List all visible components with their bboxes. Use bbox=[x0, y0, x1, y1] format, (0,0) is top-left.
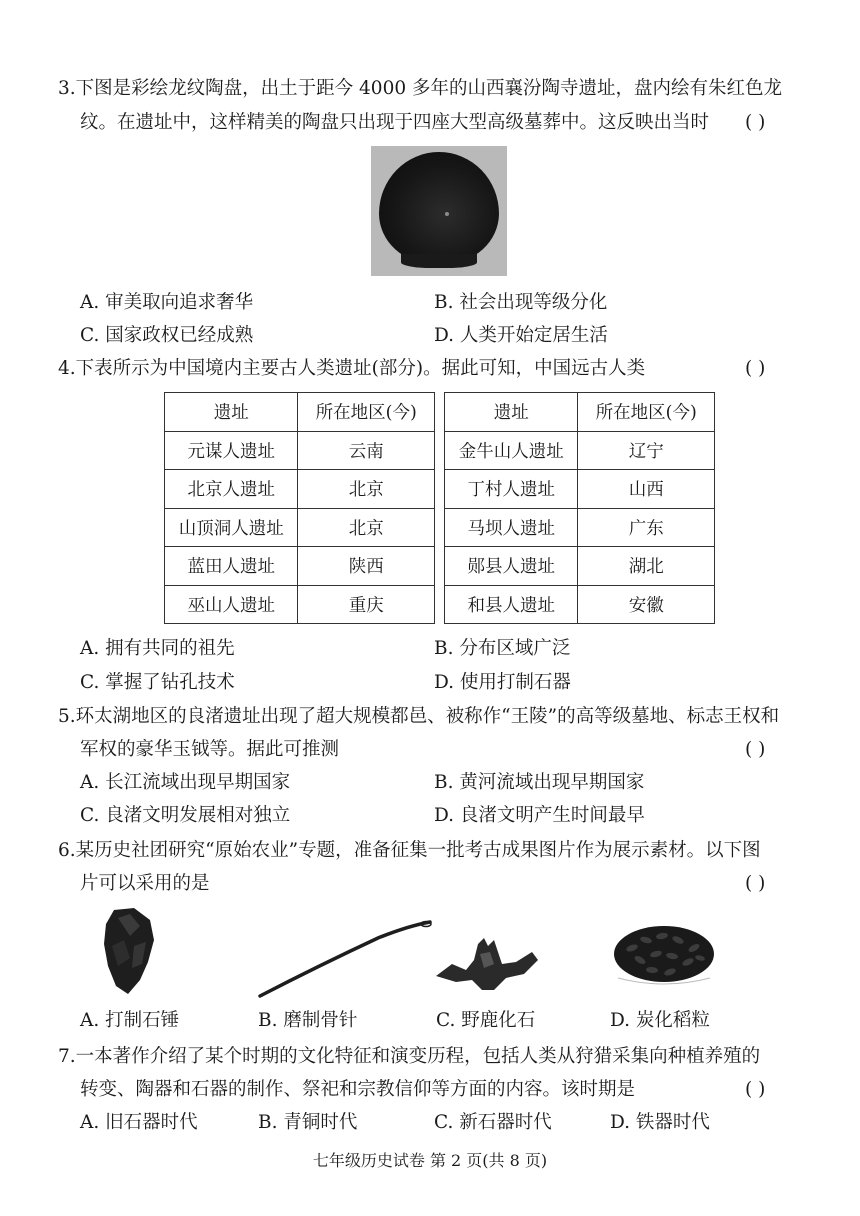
region-cell: 山西 bbox=[578, 470, 715, 509]
header-region: 所在地区(今) bbox=[298, 393, 435, 432]
region-cell: 湖北 bbox=[578, 547, 715, 586]
q7-option-a: A. 旧石器时代 bbox=[80, 1112, 198, 1133]
plate-base-shape bbox=[401, 254, 477, 268]
q4-option-d: D. 使用打制石器 bbox=[434, 672, 571, 693]
painted-dragon-plate-photo bbox=[371, 146, 507, 276]
q6-answer-paren: ( ) bbox=[745, 873, 766, 894]
q5-option-b: B. 黄河流域出现早期国家 bbox=[434, 772, 645, 793]
q3-stem-line1: 3.下图是彩绘龙纹陶盘，出土于距今 4000 多年的山西襄汾陶寺遗址，盘内绘有朱红色龙 bbox=[58, 78, 782, 99]
q5-stem-line1: 5.环太湖地区的良渚遗址出现了超大规模都邑、被称作“王陵”的高等级墓地、标志王权和 bbox=[58, 706, 780, 727]
q3-answer-paren: ( ) bbox=[745, 112, 766, 133]
carbonized-rice-image bbox=[612, 918, 716, 986]
plate-bowl-shape bbox=[379, 152, 499, 264]
q4-option-a: A. 拥有共同的祖先 bbox=[80, 638, 235, 659]
q7-answer-paren: ( ) bbox=[745, 1079, 766, 1100]
table-row bbox=[445, 547, 715, 586]
table-row bbox=[165, 470, 435, 509]
deer-fossil-image bbox=[432, 934, 542, 994]
q6-option-c: C. 野鹿化石 bbox=[436, 1010, 536, 1031]
site-cell: 郧县人遗址 bbox=[445, 547, 578, 586]
site-cell: 马坝人遗址 bbox=[445, 508, 578, 547]
table-row bbox=[445, 508, 715, 547]
q5-option-c: C. 良渚文明发展相对独立 bbox=[80, 805, 291, 826]
site-cell: 金牛山人遗址 bbox=[445, 431, 578, 470]
site-cell: 元谋人遗址 bbox=[165, 431, 298, 470]
region-cell: 北京 bbox=[298, 470, 435, 509]
q7-option-d: D. 铁器时代 bbox=[610, 1112, 710, 1133]
stone-hammer-image bbox=[100, 906, 156, 996]
q7-option-c: C. 新石器时代 bbox=[434, 1112, 552, 1133]
plate-highlight bbox=[445, 212, 449, 216]
region-cell: 陕西 bbox=[298, 547, 435, 586]
q5-stem-line2: 军权的豪华玉钺等。据此可推测 bbox=[80, 739, 340, 760]
q3-stem-line2: 纹。在遗址中，这样精美的陶盘只出现于四座大型高级墓葬中。这反映出当时 bbox=[80, 112, 710, 133]
q3-option-a: A. 审美取向追求奢华 bbox=[80, 292, 254, 313]
region-cell: 北京 bbox=[298, 508, 435, 547]
table-header-row bbox=[165, 393, 435, 432]
sites-table-left bbox=[164, 392, 435, 624]
table-row bbox=[165, 431, 435, 470]
q6-option-a: A. 打制石锤 bbox=[80, 1010, 180, 1031]
sites-table-right bbox=[444, 392, 715, 624]
site-cell: 蓝田人遗址 bbox=[165, 547, 298, 586]
header-site: 遗址 bbox=[165, 393, 298, 432]
table-row bbox=[165, 508, 435, 547]
table-header-row bbox=[445, 393, 715, 432]
header-region: 所在地区(今) bbox=[578, 393, 715, 432]
q3-option-b: B. 社会出现等级分化 bbox=[434, 292, 608, 313]
site-cell: 巫山人遗址 bbox=[165, 585, 298, 624]
q5-answer-paren: ( ) bbox=[745, 739, 766, 760]
region-cell: 辽宁 bbox=[578, 431, 715, 470]
region-cell: 云南 bbox=[298, 431, 435, 470]
region-cell: 广东 bbox=[578, 508, 715, 547]
table-row bbox=[445, 431, 715, 470]
header-site: 遗址 bbox=[445, 393, 578, 432]
q7-stem-line1: 7.一本著作介绍了某个时期的文化特征和演变历程，包括人类从狩猎采集向种植养殖的 bbox=[58, 1046, 761, 1067]
q4-stem-line1: 4.下表所示为中国境内主要古人类遗址(部分)。据此可知，中国远古人类 bbox=[58, 358, 646, 379]
q5-option-a: A. 长江流域出现早期国家 bbox=[80, 772, 291, 793]
site-cell: 北京人遗址 bbox=[165, 470, 298, 509]
q6-stem-line2: 片可以采用的是 bbox=[80, 873, 210, 894]
q4-option-b: B. 分布区域广泛 bbox=[434, 638, 571, 659]
q5-option-d: D. 良渚文明产生时间最早 bbox=[434, 805, 645, 826]
q3-option-c: C. 国家政权已经成熟 bbox=[80, 325, 254, 346]
ancient-sites-table bbox=[164, 392, 716, 625]
region-cell: 安徽 bbox=[578, 585, 715, 624]
q6-stem-line1: 6.某历史社团研究“原始农业”专题，准备征集一批考古成果图片作为展示素材。以下图 bbox=[58, 840, 761, 861]
q4-answer-paren: ( ) bbox=[745, 358, 766, 379]
table-row bbox=[165, 547, 435, 586]
table-row bbox=[445, 585, 715, 624]
q4-option-c: C. 掌握了钻孔技术 bbox=[80, 672, 235, 693]
q7-stem-line2: 转变、陶器和石器的制作、祭祀和宗教信仰等方面的内容。该时期是 bbox=[80, 1079, 636, 1100]
page-footer: 七年级历史试卷 第 2 页(共 8 页) bbox=[312, 1151, 548, 1170]
q6-option-d: D. 炭化稻粒 bbox=[610, 1010, 710, 1031]
region-cell: 重庆 bbox=[298, 585, 435, 624]
q3-option-d: D. 人类开始定居生活 bbox=[434, 325, 608, 346]
table-row bbox=[445, 470, 715, 509]
q7-option-b: B. 青铜时代 bbox=[258, 1112, 358, 1133]
q6-option-b: B. 磨制骨针 bbox=[258, 1010, 358, 1031]
bone-needle-image bbox=[258, 920, 438, 1000]
table-row bbox=[165, 585, 435, 624]
site-cell: 山顶洞人遗址 bbox=[165, 508, 298, 547]
site-cell: 丁村人遗址 bbox=[445, 470, 578, 509]
site-cell: 和县人遗址 bbox=[445, 585, 578, 624]
